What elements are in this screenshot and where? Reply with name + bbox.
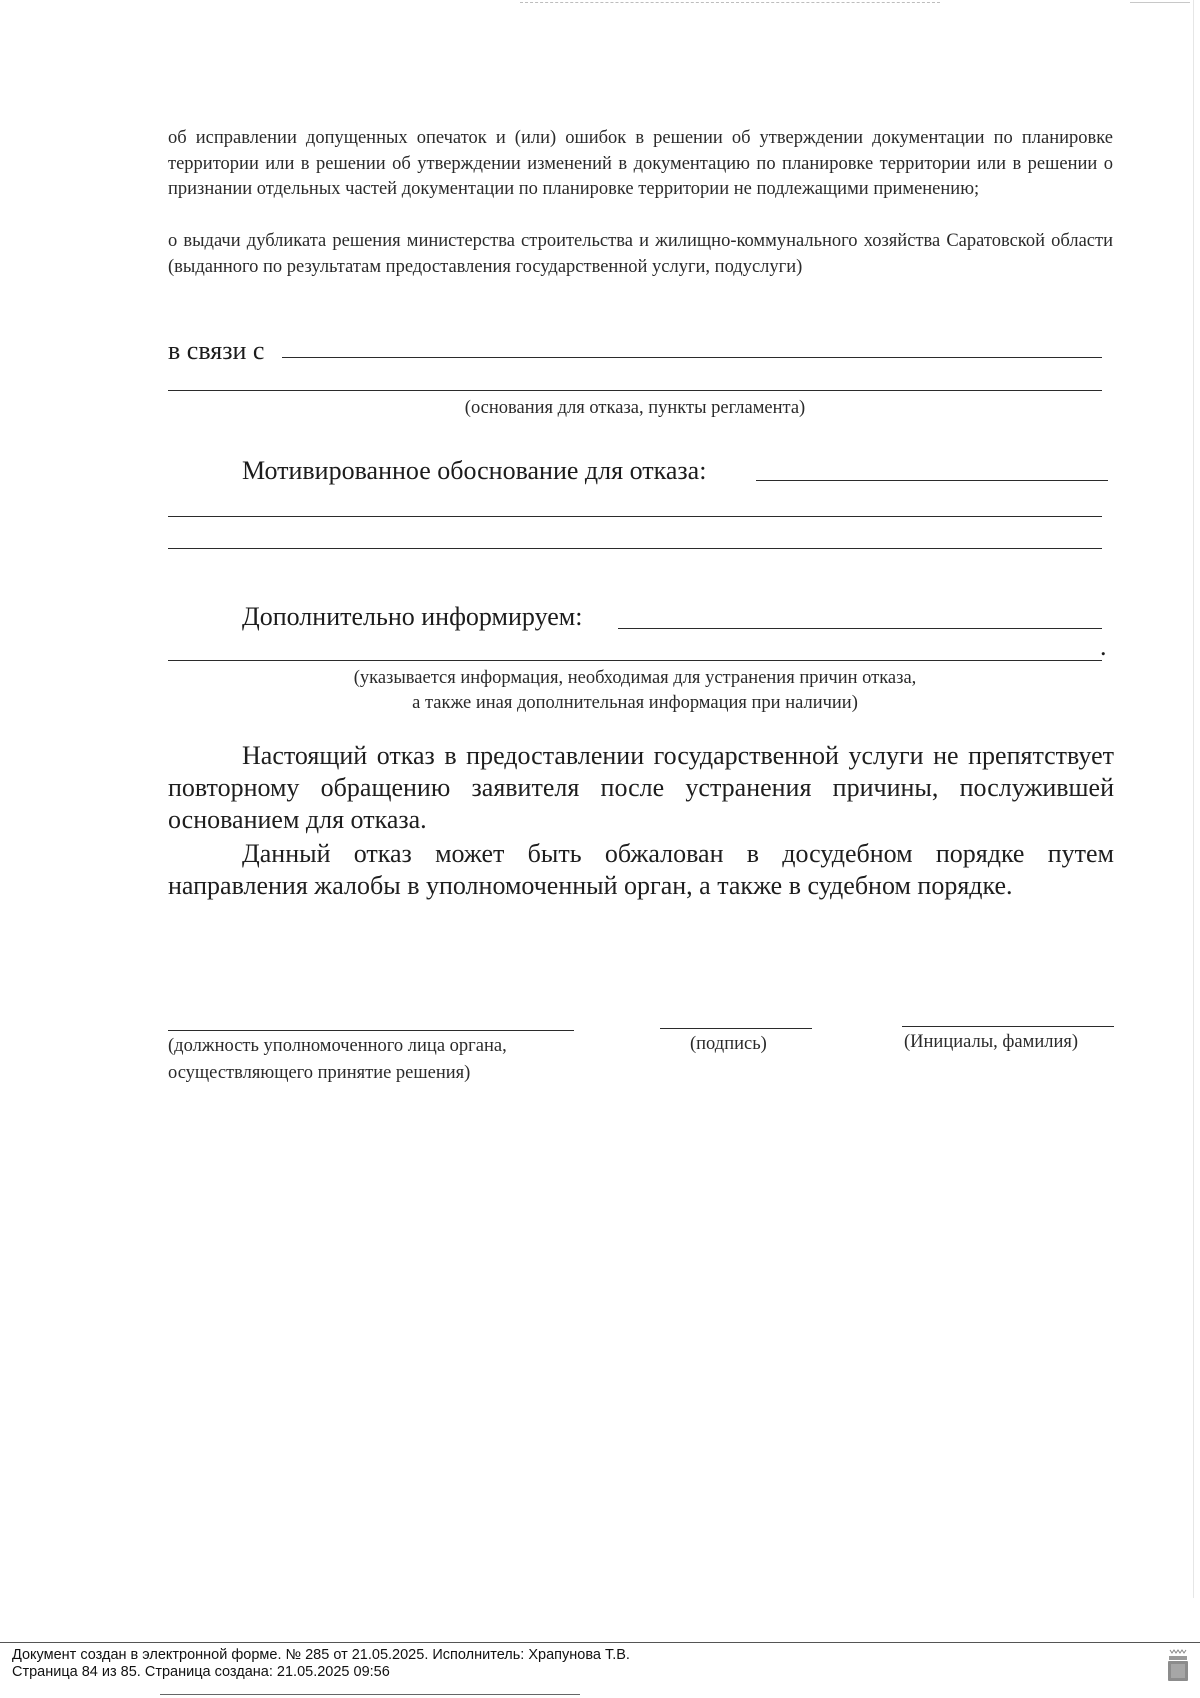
footer-divider bbox=[0, 1642, 1200, 1643]
position-signature-line bbox=[168, 1030, 574, 1031]
additional-info-label: Дополнительно информируем: bbox=[242, 602, 583, 631]
additional-period: . bbox=[1100, 632, 1107, 661]
footer-line-1: Документ создан в электронной форме. № 285 от 21.05.2025. Исполнитель: Храпунова Т.В. bbox=[12, 1647, 630, 1663]
additional-caption-line-2: а также иная дополнительная информация при наличии) bbox=[412, 693, 858, 713]
name-caption: (Инициалы, фамилия) bbox=[904, 1032, 1079, 1052]
additional-fill-line-1 bbox=[618, 628, 1102, 629]
in-connection-fill-line bbox=[282, 357, 1102, 358]
intro-paragraph-duplicate: о выдачи дубликата решения министерства строительства и жилищно-коммунального хозяйства Саратовской области (выданного по результатам предоставления государственной услуги, подуслуги) bbox=[168, 231, 1113, 277]
motivated-fill-line-2 bbox=[168, 516, 1102, 517]
name-signature-line bbox=[902, 1026, 1114, 1027]
footer-info bbox=[12, 1647, 630, 1681]
scan-artifact-top-right bbox=[1130, 2, 1190, 5]
scan-artifact-top bbox=[520, 2, 940, 5]
in-connection-fill-line-2 bbox=[168, 390, 1102, 391]
motivated-justification-label: Мотивированное обоснование для отказа: bbox=[242, 456, 707, 485]
footer-underline bbox=[160, 1694, 580, 1695]
position-caption-line-2: осуществляющего принятие решения) bbox=[168, 1063, 471, 1083]
in-connection-label: в связи с bbox=[168, 336, 265, 365]
intro-paragraph-corrections: об исправлении допущенных опечаток и (или) ошибок в решении об утверждении документации по планировке территории или в решении об утверждении изменений в документацию по планировке территории или в решении о признании отдельных частей документации по планировке территории не подлежащими применению; bbox=[168, 128, 1113, 199]
refusal-paragraph: Настоящий отказ в предоставлении государственной услуги не препятствует повторному обращению заявителя после устранения причины, послужившей основанием для отказа. bbox=[168, 741, 1114, 834]
grounds-caption: (основания для отказа, пункты регламента) bbox=[464, 398, 806, 418]
sign-caption: (подпись) bbox=[690, 1034, 767, 1054]
additional-caption-line-1: (указывается информация, необходимая для устранения причин отказа, bbox=[353, 668, 917, 688]
footer-line-2: Страница 84 из 85. Страница создана: 21.05.2025 09:56 bbox=[12, 1664, 390, 1680]
scan-artifact-right-edge bbox=[1193, 0, 1194, 1598]
motivated-fill-line-1 bbox=[756, 480, 1108, 481]
document-stamp-icon bbox=[1167, 1648, 1189, 1682]
appeal-paragraph: Данный отказ может быть обжалован в досудебном порядке путем направления жалобы в уполномоченный орган, а также в судебном порядке. bbox=[168, 839, 1114, 900]
motivated-fill-line-3 bbox=[168, 548, 1102, 549]
sign-signature-line bbox=[660, 1028, 812, 1029]
additional-fill-line-2 bbox=[168, 660, 1102, 661]
position-caption-line-1: (должность уполномоченного лица органа, bbox=[168, 1036, 507, 1056]
